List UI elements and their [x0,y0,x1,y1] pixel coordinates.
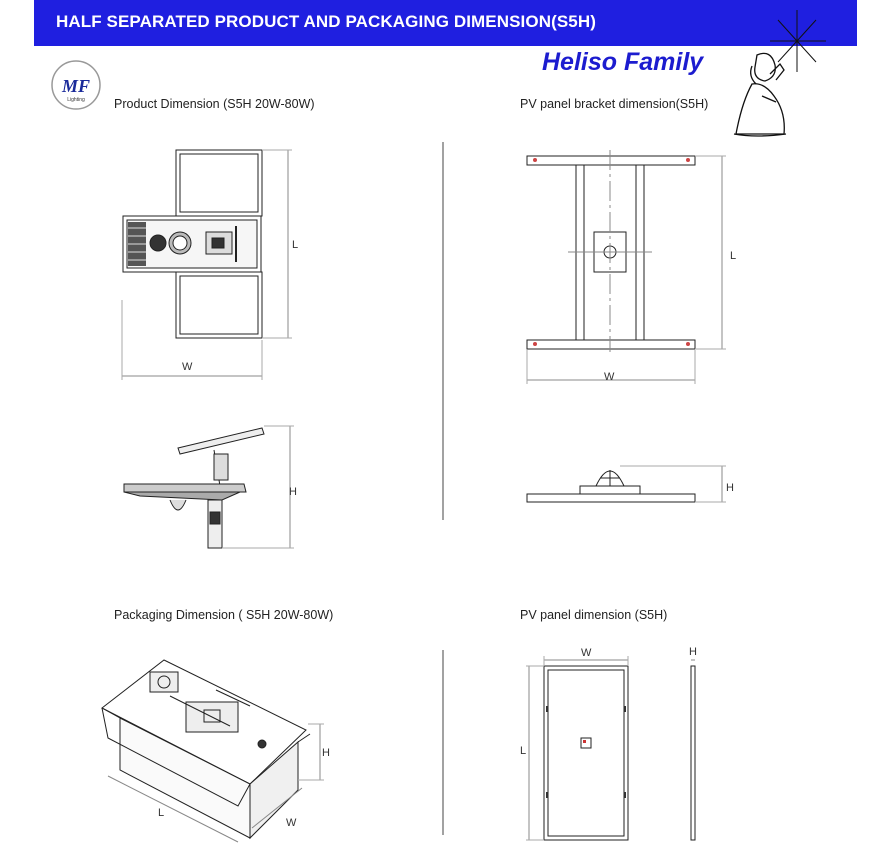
logo-letters: MF [61,76,91,96]
dim-label-h-bracket: H [726,482,734,494]
dim-label-w-bracket: W [604,371,615,383]
dim-label-l: L [292,239,299,251]
mf-logo-icon [52,61,100,109]
caption-product-dimension: Product Dimension (S5H 20W-80W) [114,97,315,111]
caption-packaging-dimension: Packaging Dimension ( S5H 20W-80W) [114,608,334,622]
dim-label-w-panel: W [581,647,592,659]
dim-label-w: W [182,361,193,373]
dim-label-l-bracket: L [730,250,737,262]
dim-label-l-pack: L [158,807,165,819]
caption-bracket-dimension: PV panel bracket dimension(S5H) [520,97,709,111]
logo-subtext: Lighting [67,97,85,103]
page-title: HALF SEPARATED PRODUCT AND PACKAGING DIMENSION(S5H) [56,12,596,31]
dim-label-h-side: H [289,486,297,498]
dim-label-h-panel: H [689,646,697,658]
caption-panel-dimension: PV panel dimension (S5H) [520,608,668,622]
dim-label-l-panel: L [520,745,527,757]
dim-label-w-pack: W [286,817,297,829]
packaging-box [102,660,324,842]
dim-label-h-pack: H [322,747,330,759]
brand-name: Heliso Family [542,48,704,76]
praying-figure-icon [734,10,826,136]
product-side-view [124,426,294,548]
bracket-side-view [527,466,726,502]
pv-panel [526,656,695,840]
product-top-view [122,150,292,380]
bracket-front-view [527,150,726,384]
